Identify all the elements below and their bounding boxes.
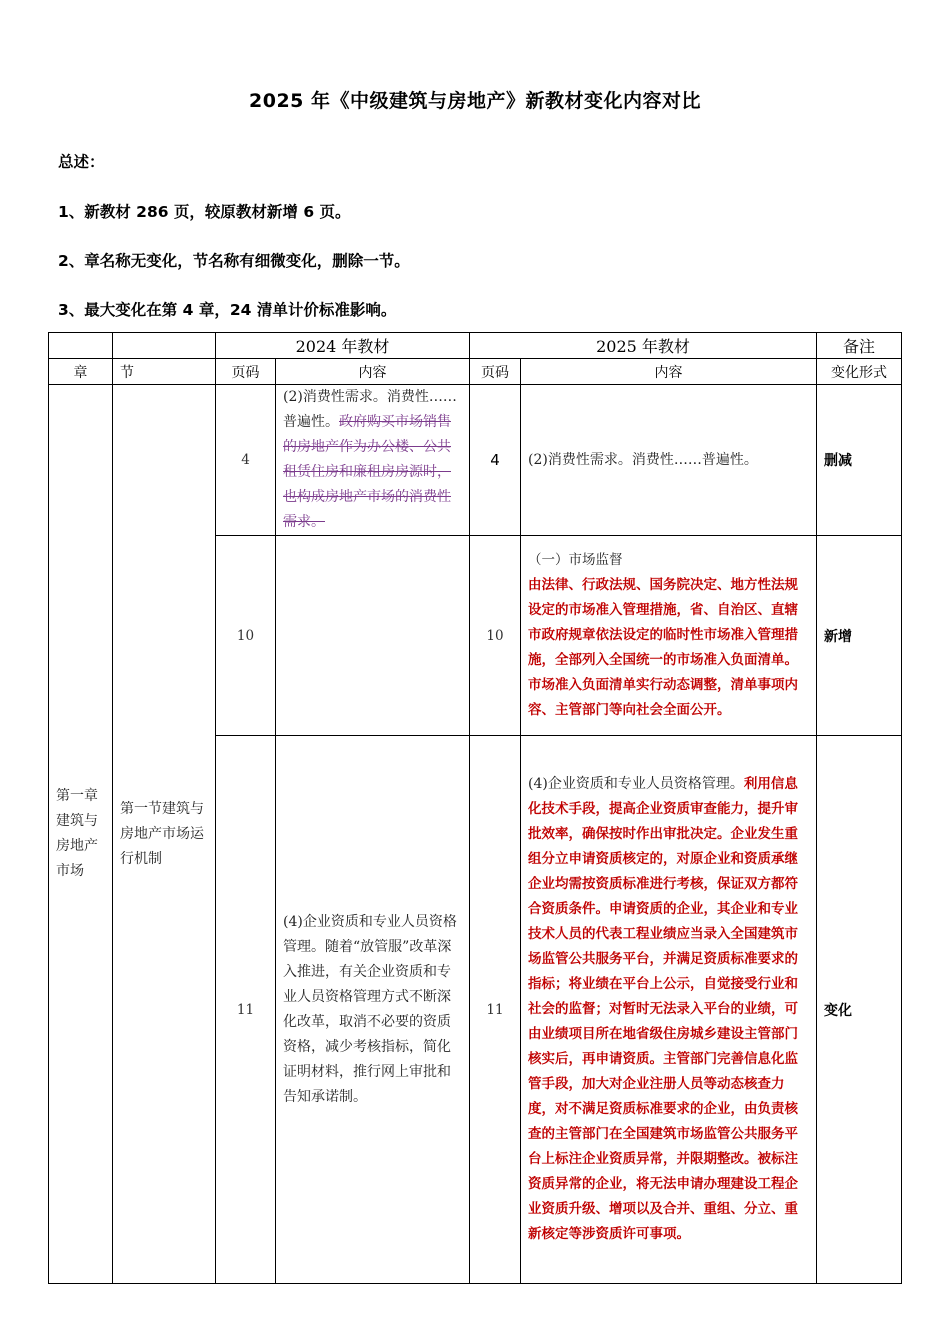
col-change-type: 变化形式 xyxy=(817,359,902,385)
old-content: (4)企业资质和专业人员资格管理。随着“放管服”改革深入推进，有关企业资质和专业人员资格管理方式不断深化改革，取消不必要的资质资格，减少考核指标，简化证明材料，推行网上审批和告知承诺制。 xyxy=(276,736,470,1284)
chapter-cell: 第一章建筑与房地产市场 xyxy=(49,385,113,1284)
header-remark: 备注 xyxy=(817,333,902,359)
col-chapter: 章 xyxy=(49,359,113,385)
col-new-content: 内容 xyxy=(521,359,817,385)
change-type: 变化 xyxy=(817,736,902,1284)
page-title: 2025 年《中级建筑与房地产》新教材变化内容对比 xyxy=(249,90,701,112)
old-page: 4 xyxy=(216,385,276,536)
new-page: 4 xyxy=(470,385,521,536)
col-old-page: 页码 xyxy=(216,359,276,385)
new-content-plain: （一）市场监督 xyxy=(528,552,623,568)
table-row xyxy=(49,385,902,536)
change-type: 删减 xyxy=(817,385,902,536)
new-content-added: 由法律、行政法规、国务院决定、地方性法规设定的市场准入管理措施，省、自治区、直辖市政府规章依法设定的临时性市场准入管理措施，全部列入全国统一的市场准入负面清单。市场准入负面清单实行动态调整，清单事项内容、主管部门等向社会全面公开。 xyxy=(528,577,798,718)
col-new-page: 页码 xyxy=(470,359,521,385)
new-content xyxy=(521,736,817,1284)
new-content xyxy=(521,385,817,536)
summary-item: 2、章名称无变化，节名称有细微变化，删除一节。 xyxy=(58,252,410,270)
column-header-row xyxy=(49,359,902,385)
col-old-content: 内容 xyxy=(276,359,470,385)
old-content xyxy=(276,385,470,536)
header-2025: 2025 年教材 xyxy=(470,333,817,359)
old-page: 11 xyxy=(216,736,276,1284)
new-page: 11 xyxy=(470,736,521,1284)
new-content-plain: (4)企业资质和专业人员资格管理。 xyxy=(528,776,744,792)
section-cell: 第一节建筑与房地产市场运行机制 xyxy=(113,385,216,1284)
new-content-plain: (2)消费性需求。消费性……普遍性。 xyxy=(528,451,758,468)
comparison-table xyxy=(48,332,902,1284)
old-content-deleted: 政府购买市场销售的房地产作为办公楼、公共租赁住房和廉租房房源时，也构成房地产市场的消费性需求。 xyxy=(283,414,451,530)
old-page: 10 xyxy=(216,536,276,736)
summary-heading: 总述： xyxy=(58,153,105,171)
new-page: 10 xyxy=(470,536,521,736)
old-content-plain: (2)消费性需求。消费性……普遍性。 xyxy=(283,389,457,430)
header-2024: 2024 年教材 xyxy=(216,333,470,359)
new-content xyxy=(521,536,817,736)
new-content-added: 利用信息化技术手段，提高企业资质审查能力，提升审批效率，确保按时作出审批决定。企业发生重组分立申请资质核定的，对原企业和资质承继企业均需按资质标准进行考核，保证双方都符合资质条件。申请资质的企业，其企业和专业技术人员的代表工程业绩应当录入全国建筑市场监管公共服务平台，并满足资质标准要求的指标；将业绩在平台上公示，自觉接受行业和社会的监督；对暂时无法录入平台的业绩，可由业绩项目所在地省级住房城乡建设主管部门核实后，再申请资质。主管部门完善信息化监管手段，加大对企业注册人员等动态核查力度，对不满足资质标准要求的企业，由负责核查的主管部门在全国建筑市场监管公共服务平台上标注企业资质异常，并限期整改。被标注资质异常的企业，将无法申请办理建设工程企业资质升级、增项以及合并、重组、分立、重新核定等涉资质许可事项。 xyxy=(528,776,798,1242)
summary-item: 3、最大变化在第 4 章，24 清单计价标准影响。 xyxy=(58,301,397,319)
old-content xyxy=(276,536,470,736)
group-header-row xyxy=(49,333,902,359)
summary-item: 1、新教材 286 页，较原教材新增 6 页。 xyxy=(58,203,351,221)
col-section: 节 xyxy=(113,359,216,385)
change-type: 新增 xyxy=(817,536,902,736)
